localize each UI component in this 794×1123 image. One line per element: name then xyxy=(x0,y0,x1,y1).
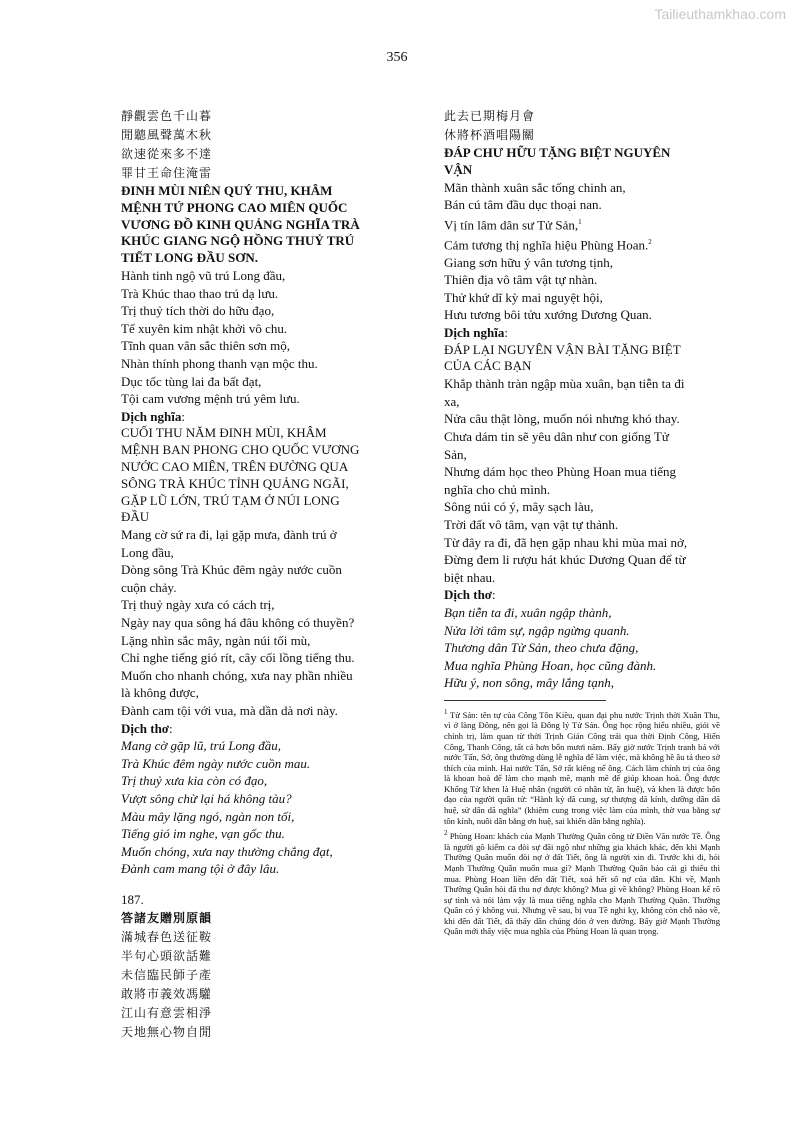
verse-line: Tiếng gió im nghe, vạn gốc thu. xyxy=(121,826,285,842)
footnote-mark: 1 xyxy=(444,707,448,716)
poem-title xyxy=(444,145,720,179)
right-column xyxy=(444,107,720,939)
footnote-ref[interactable]: 1 xyxy=(578,217,582,226)
verse-line: Trà Khúc đêm ngày nước cuồn mau. xyxy=(121,755,311,771)
han-line: 罪甘王命住淹雷 xyxy=(121,166,213,180)
poem-line xyxy=(444,214,720,234)
verse-line: Màu mây lặng ngó, ngàn non tối, xyxy=(121,808,295,824)
verse-translation xyxy=(121,737,397,878)
poem-line-text: Vị tín lâm dân sư Tử Sản, xyxy=(444,217,579,233)
title-line: TIẾT LONG ĐẦU SƠN. xyxy=(121,250,259,266)
text-line: Chỉ nghe tiếng gió rít, cây cối lồng tiếng thu. xyxy=(121,650,355,666)
text-line: xa, xyxy=(444,393,460,409)
poem-line: Tế xuyên kim nhật khởi vô chu. xyxy=(121,320,288,336)
left-column xyxy=(121,107,397,1042)
poem-line: Nhàn thính phong thanh vạn mộc thu. xyxy=(121,355,318,371)
verse-line: Trị thuỷ xưa kia còn có đạo, xyxy=(121,773,268,789)
title-line: ĐẦU xyxy=(121,509,150,525)
han-line: 休將杯酒唱陽關 xyxy=(444,128,536,142)
text-line: Long đầu, xyxy=(121,544,174,560)
label-text: Dịch thơ xyxy=(121,720,170,736)
dich-nghia-label: Dịch nghĩa: xyxy=(121,408,185,424)
text-line: Muốn cho nhanh chóng, xưa nay phần nhiều xyxy=(121,667,353,683)
han-line: 敢將市義效馮驩 xyxy=(121,986,213,1001)
han-line: 此去已期梅月會 xyxy=(444,109,536,123)
title-line: KHÚC GIANG NGỘ HỒNG THUỶ TRÚ xyxy=(121,233,355,249)
verse-line: Thương dân Tử Sản, theo chưa đặng, xyxy=(444,640,639,656)
text-line: Đành cam tội với vua, mà dần dà nơi này. xyxy=(121,703,338,719)
han-line: 欲速從來多不達 xyxy=(121,147,213,161)
title-line: MỆNH BAN PHONG CHO QUỐC VƯƠNG xyxy=(121,442,360,458)
title-line: CUỐI THU NĂM ĐINH MÙI, KHÂM xyxy=(121,425,327,441)
han-title: 答諸友贈別原韻 xyxy=(121,910,213,925)
verse-translation xyxy=(444,604,720,692)
label-text: Dịch nghĩa xyxy=(121,408,182,424)
title-line: SÔNG TRÀ KHÚC TỈNH QUẢNG NGÃI, xyxy=(121,475,349,491)
title-line: CỦA CÁC BẠN xyxy=(444,358,532,374)
title-line: MỆNH TỨ PHONG CAO MIÊN QUỐC xyxy=(121,199,348,215)
poem-transliteration xyxy=(121,267,397,408)
poem-transliteration xyxy=(444,179,720,324)
verse-line: Đành cam mang tội ở đây lâu. xyxy=(121,861,280,877)
translation-text xyxy=(121,526,397,720)
han-line: 江山有意雲相淨 xyxy=(121,1005,213,1020)
footnote-text: Tử Sản: tên tự của Công Tôn Kiều, quan đại phu nước Trịnh thời Xuân Thu, vì ở làng Đông, nên gọi là Đông lý Tử Sản. Ông học rộng hiểu nhiều, giỏi về chính trị, làm quan từ thời Trịnh Giản Công trải qua thời Định Công, Hiến Công, Thanh Công, tất cả hơn bốn mươi năm. Bấy giờ nước Trịnh tranh bá với nước Tấn, Sở, ông thường dùng lễ nghĩa để làm việc, mà không hề âu tả theo sở thích của mình. Hai nước Tấn, Sở rất kiêng nể ông. Cách làm chính trị của ông là khoan hoà để làm cho mạnh mẽ, mạnh mẽ để giúp khoan hoà. Ông được Khổng Tử khen là Huệ nhân (người có nhân từ, ân huệ), và khen là được bốn đạo của người quân tử: “Hành kỷ dã cung, sự thượng dã kính, dưỡng dân dã huệ, sử dân dã nghĩa” (khiêm cung trong việc làm của mình, thờ vua bằng sự tôn kính, nuôi dân bằng ơn huệ, sai khiến dân bằng nghĩa). xyxy=(444,709,720,826)
translation-title xyxy=(444,342,720,376)
text-line: Chưa dám tin sẽ yêu dân như con giống Tử xyxy=(444,428,669,444)
footnote-divider xyxy=(444,700,606,701)
han-poem-top xyxy=(444,107,720,145)
verse-line: Mua nghĩa Phùng Hoan, học cũng đành. xyxy=(444,657,657,673)
verse-line: Nửa lời tâm sự, ngập ngừng quanh. xyxy=(444,622,630,638)
poem-line: Tội cam vương mệnh trú yêm lưu. xyxy=(121,391,300,407)
verse-line: Vượt sông chừ lại há không tàu? xyxy=(121,791,292,807)
title-line: ĐÁP LẠI NGUYÊN VẬN BÀI TẶNG BIỆT xyxy=(444,341,681,357)
text-line: Trị thuỷ ngày xưa có cách trị, xyxy=(121,597,275,613)
poem-number: 187. xyxy=(121,891,144,907)
text-line: Đừng đem li rượu hát khúc Dương Quan để từ xyxy=(444,552,686,568)
poem-line: Trà Khúc thao thao trú dạ lưu. xyxy=(121,285,279,301)
text-line: Mang cờ sứ ra đi, lại gặp mưa, đành trú ở xyxy=(121,527,337,543)
poem-line xyxy=(444,234,720,254)
text-line: cuộn chảy. xyxy=(121,579,177,595)
text-line: Khắp thành tràn ngập mùa xuân, bạn tiễn ta đi xyxy=(444,376,685,392)
han-line: 天地無心物自閒 xyxy=(121,1024,213,1039)
title-line: ĐINH MÙI NIÊN QUÝ THU, KHÂM xyxy=(121,183,333,198)
text-line: Lặng nhìn sắc mây, ngàn núi tối mù, xyxy=(121,632,311,648)
poem-line: Tĩnh quan vân sắc thiên sơn mộ, xyxy=(121,338,290,354)
poem-line: Thử khứ dĩ kỳ mai nguyệt hội, xyxy=(444,289,603,305)
han-poem-top xyxy=(121,107,397,183)
text-line: Dòng sông Trà Khúc đêm ngày nước cuồn xyxy=(121,562,342,578)
han-line: 靜觀雲色千山暮 xyxy=(121,109,213,123)
poem-line: Hành tinh ngộ vũ trú Long đầu, xyxy=(121,267,286,283)
watermark-text: Tailieuthamkhao.com xyxy=(654,6,786,22)
han-line: 閒聽風聲萬木秋 xyxy=(121,128,213,142)
page-number: 356 xyxy=(386,50,408,65)
poem-line: Thiên địa vô tâm vật tự nhàn. xyxy=(444,272,598,288)
text-line: Ngày nay qua sông há đâu không có thuyền? xyxy=(121,615,355,631)
text-line: là không được, xyxy=(121,685,199,701)
poem-line: Dục tốc tùng lai đa bất đạt, xyxy=(121,373,262,389)
title-line: VƯƠNG ĐỒ KINH QUẢNG NGHĨA TRÀ xyxy=(121,216,360,232)
verse-line: Hữu ý, non sông, mây lắng tạnh, xyxy=(444,675,614,691)
translation-title xyxy=(121,425,397,526)
poem-line: Giang sơn hữu ý vân tương tịnh, xyxy=(444,254,614,270)
poem-line: Trị thuỷ tích thời do hữu đạo, xyxy=(121,303,275,319)
title-line: GẶP LŨ LỚN, TRÚ TẠM Ở NÚI LONG xyxy=(121,492,340,508)
text-line: Từ đây ra đi, đã hẹn gặp nhau khi mùa mai nở, xyxy=(444,534,688,550)
footnote xyxy=(444,707,720,826)
han-line: 未信臨民師子產 xyxy=(121,967,213,982)
translation-text xyxy=(444,375,720,586)
label-text: Dịch thơ xyxy=(444,587,493,603)
poem-line: Hưu tương bôi tửu xướng Dương Quan. xyxy=(444,307,652,323)
dich-nghia-label: Dịch nghĩa: xyxy=(444,325,508,340)
verse-line: Mang cờ gặp lũ, trú Long đầu, xyxy=(121,738,282,754)
text-line: Nửa câu thật lòng, muốn nói nhưng khó thay. xyxy=(444,411,680,427)
text-line: Sản, xyxy=(444,446,467,462)
footnote-ref[interactable]: 2 xyxy=(648,237,652,246)
text-line: biệt nhau. xyxy=(444,569,496,585)
dich-tho-label: Dịch thơ: xyxy=(444,587,496,603)
title-line: VẬN xyxy=(444,161,473,177)
footnote xyxy=(444,828,720,937)
han-line: 滿城春色送征鞍 xyxy=(121,929,213,944)
poem-line: Mãn thành xuân sắc tống chinh an, xyxy=(444,179,626,195)
poem-line: Bán cú tâm đầu dục thoại nan. xyxy=(444,197,602,213)
text-line: nghĩa cho chủ mình. xyxy=(444,481,551,497)
footnote-text: Phùng Hoan: khách của Mạnh Thường Quân công tử Điền Văn nước Tề. Ông là người gõ kiếm ca đòi sự đãi ngộ như những gia khách khác, đến khi Mạnh Thường Quân muốn đòi nợ ở đất Tiết, ông là người xin đi. Trước khi đi, hỏi Mạnh Thường Quân muốn mua gì? Mạnh Thường Quân bảo cái gì thiếu thì mua. Phùng Hoan liền đến đất Tiết, xoá hết số nợ của dân. Khi về, Mạnh Thường Quân hỏi đã thu nợ được không? Mua gì về không? Phùng Hoan kể rõ sự tình và nói làm vậy là mua tiếng nghĩa cho Mạnh Thường Quân. Thường Quân có ý không vui. Nhưng về sau, bị vua Tề nghi kỵ, không còn chỗ nào về, khi đến đất Tiết, đã thấy dân chúng đón ở ven đường. Bấy giờ Mạnh Thường Quân mới thấy việc mua nghĩa của Phùng Hoan là quan trọng. xyxy=(444,831,720,937)
text-line: Nhưng dám học theo Phùng Hoan mua tiếng xyxy=(444,464,676,480)
footnote-mark: 2 xyxy=(444,829,448,838)
text-line: Sông núi có ý, mây sạch làu, xyxy=(444,499,594,515)
verse-line: Muốn chóng, xưa nay thường chẳng đạt, xyxy=(121,843,333,859)
verse-line: Bạn tiễn ta đi, xuân ngập thành, xyxy=(444,604,612,620)
text-line: Trời đất vô tâm, vạn vật tự thảnh. xyxy=(444,516,619,532)
dich-tho-label: Dịch thơ: xyxy=(121,720,173,736)
han-poem xyxy=(121,928,397,1042)
poem-line-text: Cảm tương thị nghĩa hiệu Phùng Hoan. xyxy=(444,237,649,253)
label-text: Dịch nghĩa xyxy=(444,325,505,340)
poem-title xyxy=(121,183,397,267)
han-line: 半句心頭欲話難 xyxy=(121,948,213,963)
title-line: ĐÁP CHƯ HỮU TẶNG BIỆT NGUYÊN xyxy=(444,145,671,160)
title-line: NƯỚC CAO MIÊN, TRÊN ĐƯỜNG QUA xyxy=(121,458,349,474)
